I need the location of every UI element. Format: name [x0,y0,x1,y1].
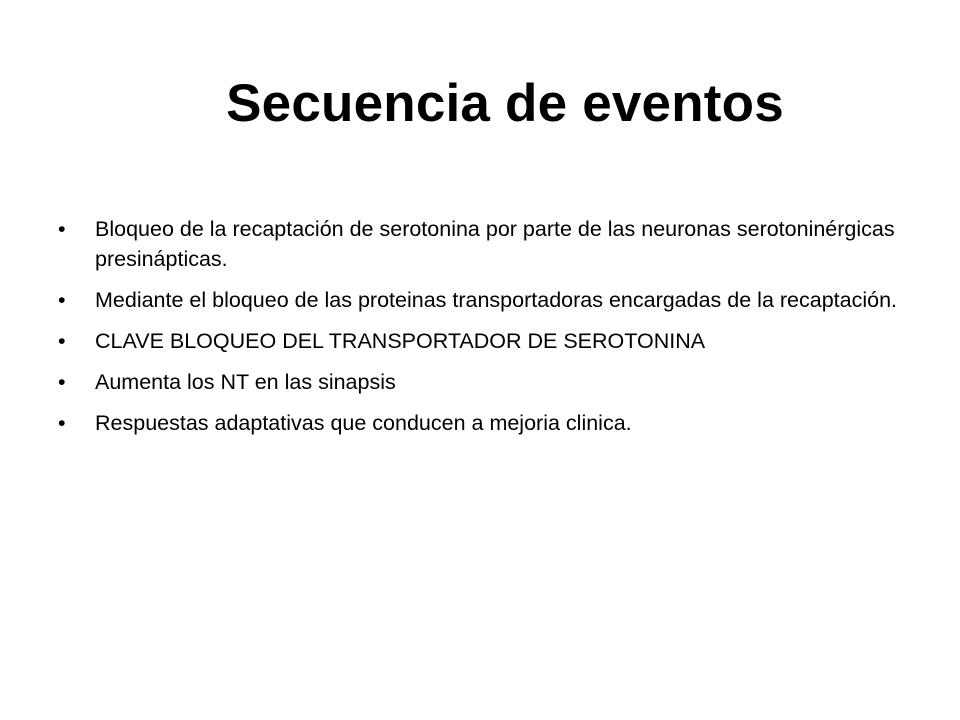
bullet-marker: • [58,288,66,312]
bullet-list [58,214,918,449]
bullet-item [58,367,918,397]
bullet-item [58,326,918,356]
bullet-text: Aumenta los NT en las sinapsis [95,370,396,394]
bullet-text: Mediante el bloqueo de las proteinas transportadoras encargadas de la recaptación. [95,288,897,312]
bullet-text: Respuestas adaptativas que conducen a mejoria clinica. [95,411,632,435]
bullet-marker: • [58,411,66,435]
bullet-item [58,285,918,315]
bullet-marker: • [58,329,66,353]
bullet-item [58,408,918,438]
bullet-item [58,214,918,274]
bullet-marker: • [58,370,66,394]
bullet-marker: • [58,217,66,241]
bullet-text: Bloqueo de la recaptación de serotonina por parte de las neuronas serotoninérgicas presinápticas. [95,217,895,271]
slide-title: Secuencia de eventos [226,74,784,133]
bullet-text: CLAVE BLOQUEO DEL TRANSPORTADOR DE SEROTONINA [95,329,706,353]
